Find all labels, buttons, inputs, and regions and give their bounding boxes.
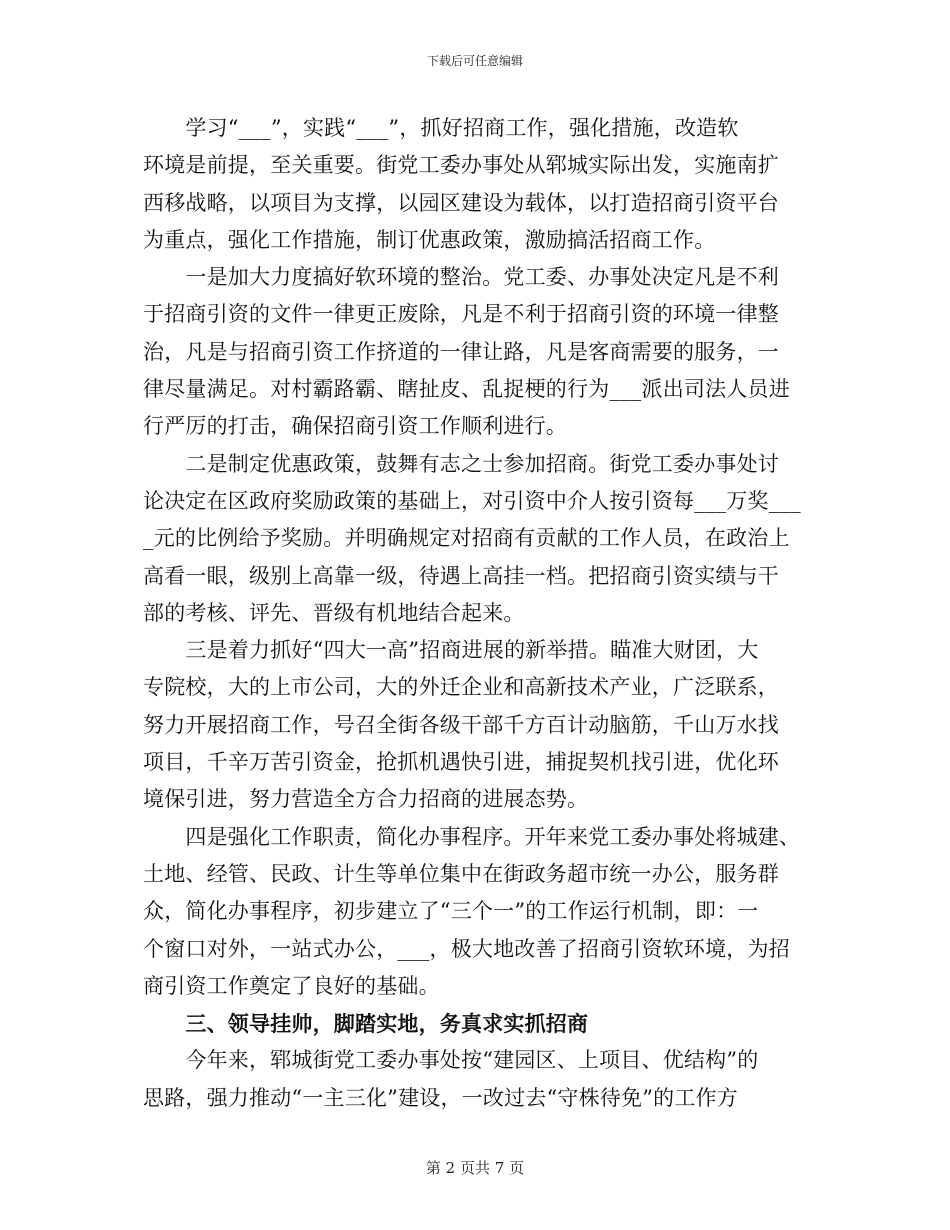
text-line: 律尽量满足。对村霸路霸、瞎扯皮、乱捉梗的行为___派出司法人员进 <box>143 377 790 402</box>
text-line: 为重点，强化工作措施，制订优惠政策，激励搞活招商工作。 <box>143 227 716 252</box>
text-line: 行严厉的打击，确保招商引资工作顺利进行。 <box>143 414 567 439</box>
text-line: 一是加大力度搞好软环境的整治。党工委、办事处决定凡是不利 <box>143 265 779 290</box>
text-line: 个窗口对外，一站式办公，___，极大地改善了招商引资软环境，为招 <box>143 936 790 961</box>
text-line: 众，简化办事程序，初步建立了“三个一”的工作运行机制，即：一 <box>143 899 759 924</box>
text-line: _元的比例给予奖励。并明确规定对招商有贡献的工作人员，在政治上 <box>143 526 790 551</box>
text-line: 商引资工作奠定了良好的基础。 <box>143 973 440 998</box>
text-line: 今年来，郓城街党工委办事处按“建园区、上项目、优结构”的 <box>143 1048 759 1073</box>
text-line: 努力开展招商工作，号召全街各级干部千方百计动脑筋，千山万水找 <box>143 712 779 737</box>
section-heading: 三、领导挂帅，脚踏实地，务真求实抓招商 <box>143 1011 589 1037</box>
text-line: 三是着力抓好“四大一高”招商进展的新举措。瞄准大财团，大 <box>143 638 759 663</box>
text-line: 境保引进，努力营造全方合力招商的进展态势。 <box>143 787 589 812</box>
text-line: 部的考核、评先、晋级有机地结合起来。 <box>143 600 525 625</box>
text-line: 思路，强力推动“一主三化”建设，一改过去“守株待免”的工作方 <box>143 1085 738 1110</box>
text-line: 专院校，大的上市公司，大的外迁企业和高新技术产业，广泛联系， <box>143 675 779 700</box>
page-footer: 第 2 页共 7 页 <box>425 1159 525 1177</box>
text-line: 二是制定优惠政策，鼓舞有志之士参加招商。街党工委办事处讨 <box>143 451 779 476</box>
text-line: 环境是前提，至关重要。街党工委办事处从郓城实际出发，实施南扩 <box>143 153 779 178</box>
text-line: 土地、经管、民政、计生等单位集中在街政务超市统一办公，服务群 <box>143 861 779 886</box>
page-header: 下载后可任意编辑 <box>426 54 523 68</box>
text-line: 治，凡是与招商引资工作挤道的一律让路，凡是客商需要的服务，一 <box>143 339 779 364</box>
text-line: 高看一眼，级别上高靠一级，待遇上高挂一档。把招商引资实绩与干 <box>143 563 779 588</box>
document-body <box>143 110 803 1117</box>
text-line: 学习“___”，实践“___”，抓好招商工作，强化措施，改造软 <box>143 116 739 140</box>
text-line: 于招商引资的文件一律更正废除，凡是不利于招商引资的环境一律整 <box>143 302 779 327</box>
text-line: 西移战略，以项目为支撑，以园区建设为载体，以打造招商引资平台 <box>143 190 779 215</box>
text-line: 论决定在区政府奖励政策的基础上，对引资中介人按引资每___万奖___ <box>143 488 801 513</box>
text-line: 四是强化工作职责，简化办事程序。开年来党工委办事处将城建、 <box>143 824 801 849</box>
text-line: 项目，千辛万苦引资金，抢抓机遇快引进，捕捉契机找引进，优化环 <box>143 750 779 775</box>
